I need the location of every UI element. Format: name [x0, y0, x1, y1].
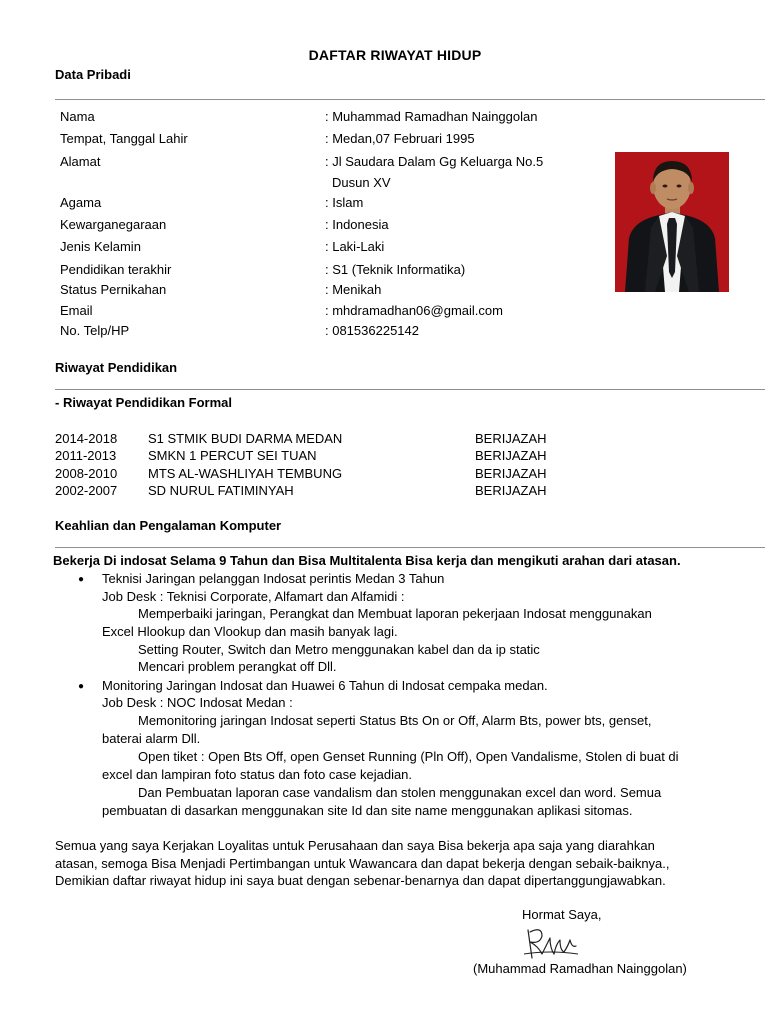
signoff-greeting: Hormat Saya,	[522, 907, 602, 922]
closing-line: atasan, semoga Bisa Menjadi Pertimbangan untuk Wawancara dan dapat bekerja dengan sebaik-baiknya.,	[55, 856, 670, 871]
education-school: SMKN 1 PERCUT SEI TUAN	[148, 448, 317, 463]
value-last-education: : S1 (Teknik Informatika)	[325, 262, 466, 277]
bullet-icon: ●	[78, 574, 85, 585]
education-note: BERIJAZAH	[475, 466, 547, 481]
value-birth: : Medan,07 Februari 1995	[325, 131, 475, 146]
value-citizenship: : Indonesia	[325, 217, 389, 232]
job-desk-line: baterai alarm Dll.	[102, 731, 201, 746]
formal-education-subheading: - Riwayat Pendidikan Formal	[55, 395, 232, 410]
job-desk-line: Mencari problem perangkat off Dll.	[138, 659, 337, 674]
education-years: 2011-2013	[55, 448, 117, 463]
job-desk-line: Dan Pembuatan laporan case vandalism dan stolen menggunakan excel dan word. Semua	[138, 785, 662, 800]
closing-line: Demikian daftar riwayat hidup ini saya buat dengan sebenar-benarnya dan dapat dipertanggungjawabkan.	[55, 873, 666, 888]
job-desk-line: Memperbaiki jaringan, Perangkat dan Membuat laporan pekerjaan Indosat menggunakan	[138, 606, 652, 621]
job-desk-line: Excel Hlookup dan Vlookup dan masih banyak lagi.	[102, 624, 398, 639]
education-note: BERIJAZAH	[475, 483, 547, 498]
skills-intro: Bekerja Di indosat Selama 9 Tahun dan Bisa Multitalenta Bisa kerja dan mengikuti arahan dari atasan.	[53, 553, 681, 568]
section-divider	[55, 547, 765, 548]
education-years: 2014-2018	[55, 431, 118, 446]
label-marital-status: Status Pernikahan	[60, 282, 167, 297]
job-desk-line: Open tiket : Open Bts Off, open Genset Running (Pln Off), Open Vandalisme, Stolen di buat di	[138, 749, 679, 764]
label-last-education: Pendidikan terakhir	[60, 262, 172, 277]
label-address: Alamat	[60, 154, 101, 169]
value-name: : Muhammad Ramadhan Nainggolan	[325, 109, 538, 124]
education-heading: Riwayat Pendidikan	[55, 360, 178, 375]
label-gender: Jenis Kelamin	[60, 239, 141, 254]
job-desk-line: excel dan lampiran foto status dan foto case kejadian.	[102, 767, 413, 782]
value-phone: : 081536225142	[325, 323, 419, 338]
section-divider	[55, 99, 765, 100]
education-school: SD NURUL FATIMINYAH	[148, 483, 294, 498]
education-years: 2008-2010	[55, 466, 118, 481]
experience-item-title: Teknisi Jaringan pelanggan Indosat perintis Medan 3 Tahun	[102, 571, 445, 586]
label-name: Nama	[60, 109, 95, 124]
job-desk-line: Memonitoring jaringan Indosat seperti Status Bts On or Off, Alarm Bts, power bts, genset,	[138, 713, 652, 728]
education-years: 2002-2007	[55, 483, 118, 498]
bullet-icon: ●	[78, 681, 85, 692]
education-school: MTS AL-WASHLIYAH TEMBUNG	[148, 466, 343, 481]
closing-line: Semua yang saya Kerjakan Loyalitas untuk Perusahaan dan saya Bisa bekerja apa saja yang diarahkan	[55, 838, 655, 853]
education-school: S1 STMIK BUDI DARMA MEDAN	[148, 431, 343, 446]
value-religion: : Islam	[325, 195, 364, 210]
label-email: Email	[60, 303, 93, 318]
signoff-name: (Muhammad Ramadhan Nainggolan)	[473, 961, 687, 976]
profile-photo	[615, 152, 729, 292]
job-desk-line: Setting Router, Switch dan Metro menggunakan kabel dan da ip static	[138, 642, 540, 657]
label-citizenship: Kewarganegaraan	[60, 217, 167, 232]
document-title: DAFTAR RIWAYAT HIDUP	[308, 47, 482, 63]
section-divider	[55, 389, 765, 390]
job-desk-label: Job Desk : NOC Indosat Medan :	[102, 695, 293, 710]
value-email: : mhdramadhan06@gmail.com	[325, 303, 503, 318]
label-birth: Tempat, Tanggal Lahir	[60, 131, 188, 146]
experience-item-title: Monitoring Jaringan Indosat dan Huawei 6 Tahun di Indosat cempaka medan.	[102, 678, 548, 693]
value-address: : Jl Saudara Dalam Gg Keluarga No.5	[325, 154, 544, 169]
label-religion: Agama	[60, 195, 102, 210]
value-gender: : Laki-Laki	[325, 239, 385, 254]
label-phone: No. Telp/HP	[60, 323, 130, 338]
personal-data-heading: Data Pribadi	[55, 67, 131, 82]
skills-heading: Keahlian dan Pengalaman Komputer	[55, 518, 282, 533]
education-note: BERIJAZAH	[475, 448, 547, 463]
signature-image	[520, 924, 580, 962]
job-desk-label: Job Desk : Teknisi Corporate, Alfamart dan Alfamidi :	[102, 589, 405, 604]
education-note: BERIJAZAH	[475, 431, 547, 446]
value-address-line2: Dusun XV	[332, 175, 391, 190]
value-marital-status: : Menikah	[325, 282, 382, 297]
job-desk-line: pembuatan di dasarkan menggunakan site Id dan site name menggunakan aplikasi sitomas.	[102, 803, 633, 818]
